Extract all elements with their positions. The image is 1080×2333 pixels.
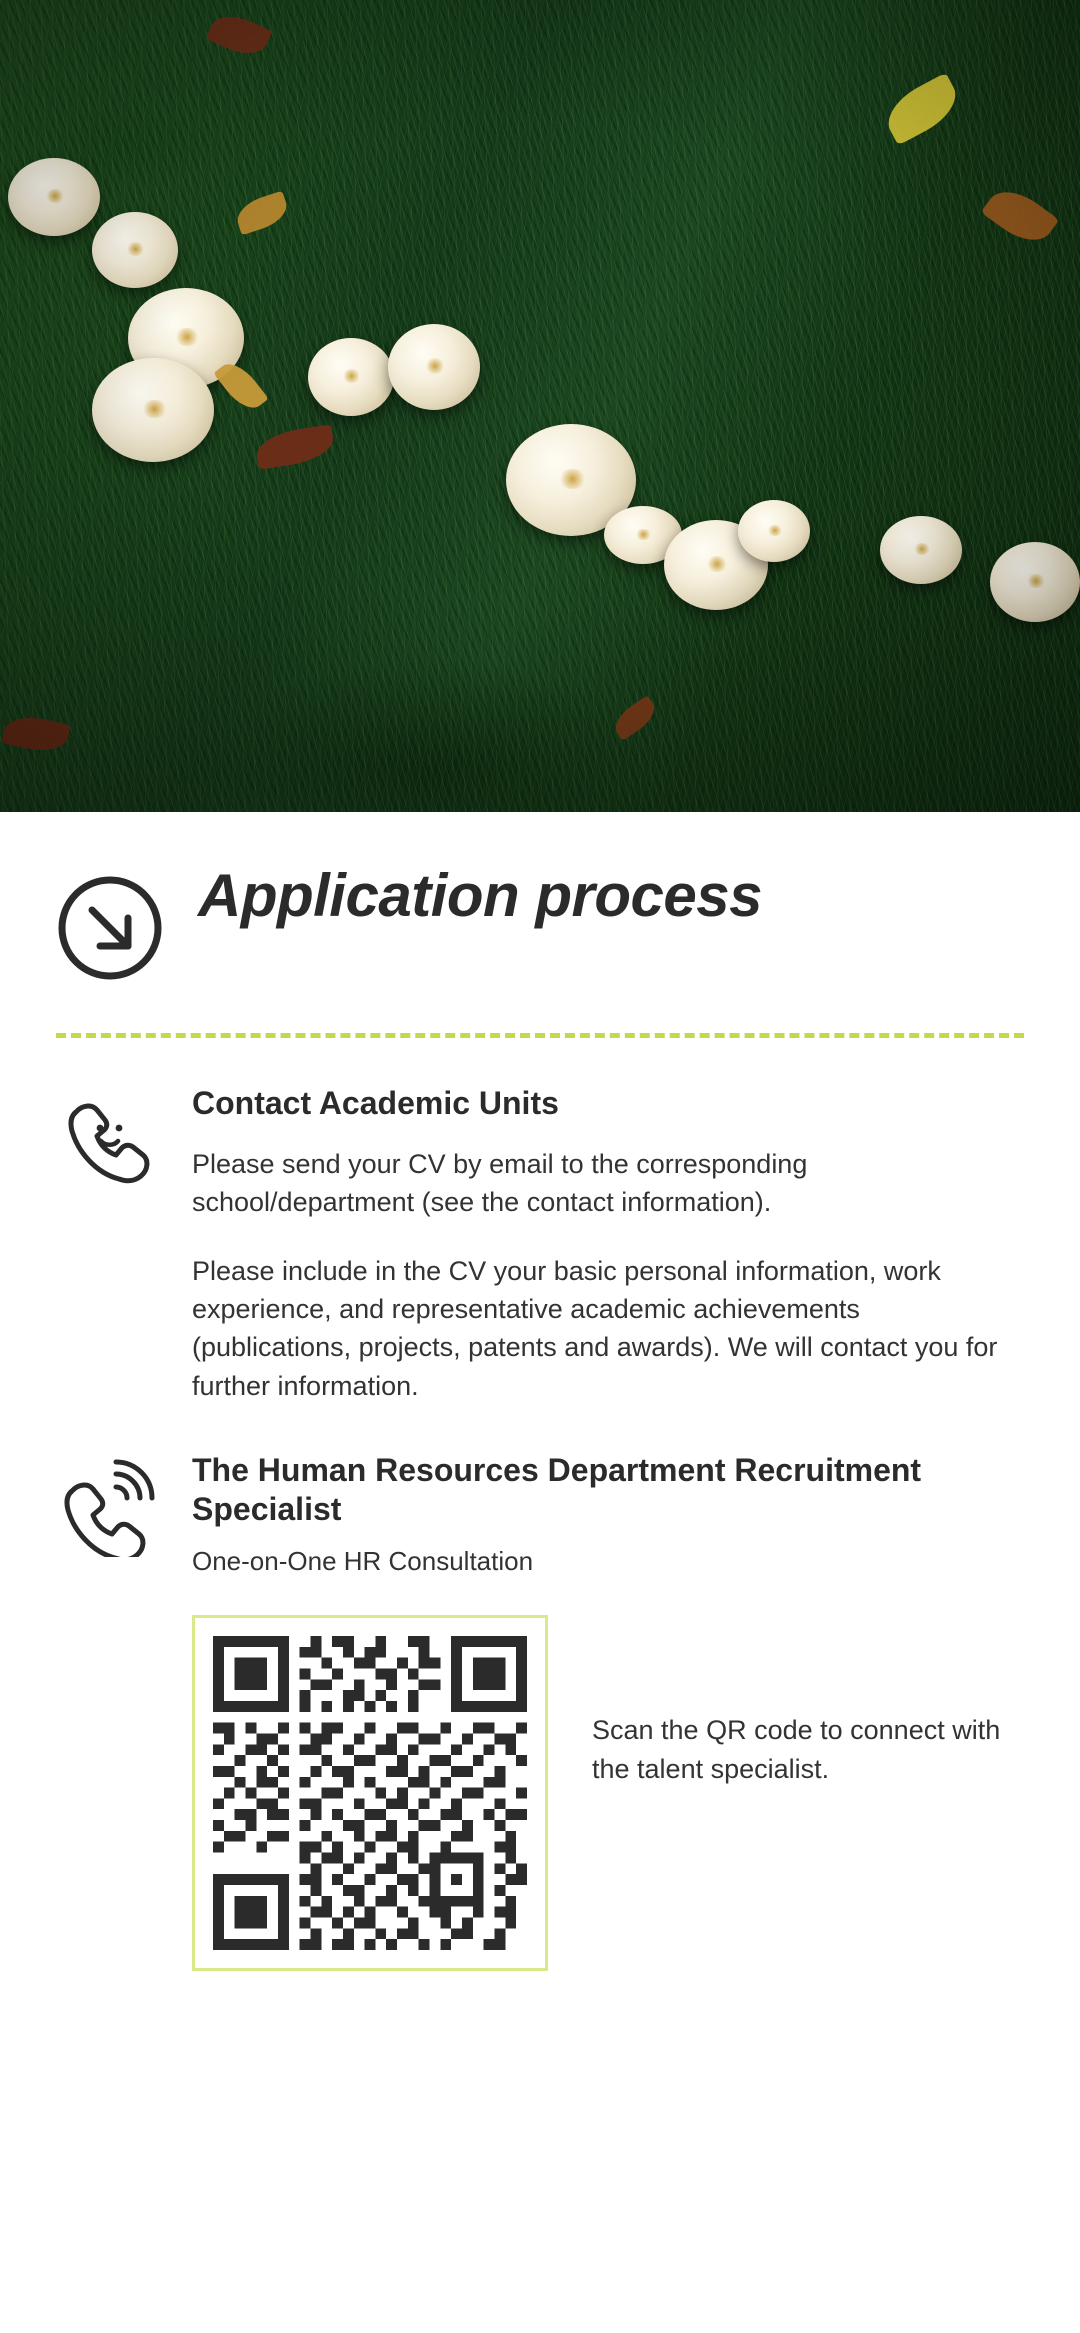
hero-image — [0, 0, 1080, 812]
phone-smile-icon — [56, 1084, 164, 1405]
section-paragraph: Please include in the CV your basic personal information, work experience, and representative academic achievements (publications, projects, patents and awards). We will contact you for further information. — [192, 1255, 998, 1401]
phone-ringing-icon — [56, 1451, 164, 1971]
page-title: Application process — [198, 862, 762, 929]
section-title: Contact Academic Units — [192, 1085, 559, 1121]
qr-caption: Scan the QR code to connect with the talent specialist. — [592, 1715, 1001, 1784]
section-hr-recruitment-specialist — [56, 1405, 1024, 1971]
title-row — [56, 812, 1024, 987]
section-subtitle: One-on-One HR Consultation — [192, 1546, 534, 1577]
photo-vignette — [0, 0, 1080, 812]
section-title: The Human Resources Department Recruitment Specialist — [192, 1452, 922, 1528]
qr-code[interactable] — [192, 1615, 548, 1971]
qr-row — [192, 1579, 1024, 1971]
section-paragraph: Please send your CV by email to the corresponding school/department (see the contact information). — [192, 1149, 808, 1218]
arrow-down-right-circle-icon — [56, 874, 164, 987]
section-contact-academic-units — [56, 1038, 1024, 1405]
